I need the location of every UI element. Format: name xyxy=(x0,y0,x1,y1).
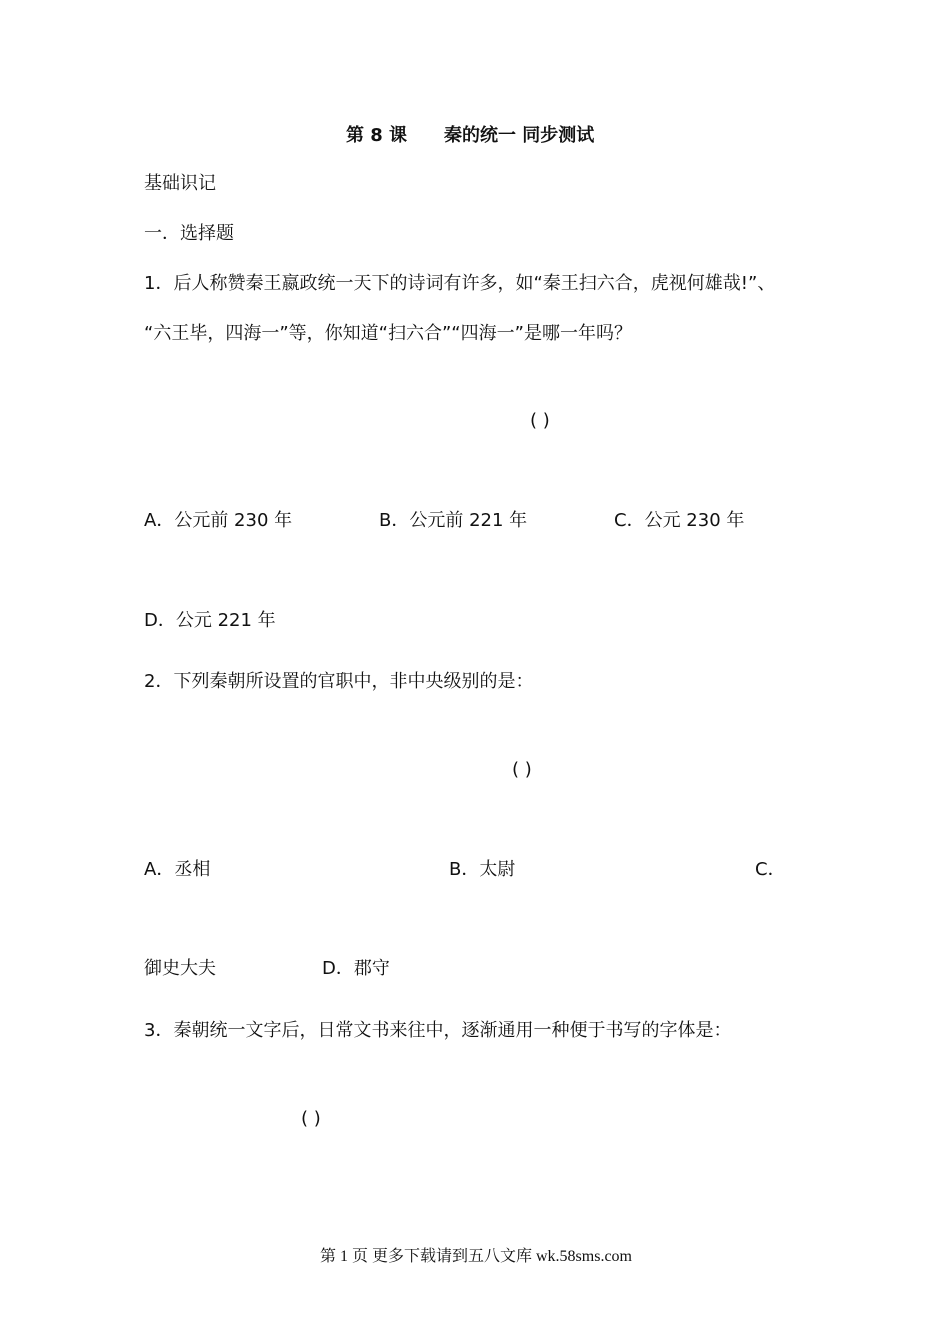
question-1-stem-line2: “六王毕，四海一”等，你知道“扫六合”“四海一”是哪一年吗？ xyxy=(144,323,632,344)
question-2-answer-blank: ( ) xyxy=(512,759,532,780)
question-1-answer-blank: ( ) xyxy=(530,410,550,431)
page-title: 秦的统一 同步测试 xyxy=(444,125,595,146)
question-3-answer-blank: ( ) xyxy=(301,1108,321,1129)
question-2-option-c-text: 御史大夫 xyxy=(144,958,216,979)
section-heading: 基础识记 xyxy=(144,173,216,194)
question-2-option-b: B．太尉 xyxy=(449,859,516,880)
question-1-option-b: B．公元前 221 年 xyxy=(379,510,528,531)
question-1-option-d: D．公元 221 年 xyxy=(144,610,276,631)
question-2-option-c-label: C． xyxy=(755,859,786,880)
part-heading: 一．选择题 xyxy=(144,223,234,244)
page-footer: 第 1 页 更多下载请到五八文库 wk.58sms.com xyxy=(320,1248,633,1265)
lesson-number: 第 8 课 xyxy=(346,125,408,146)
question-2-option-d: D．郡守 xyxy=(322,958,390,979)
question-1-option-c: C．公元 230 年 xyxy=(614,510,745,531)
question-2-option-a: A．丞相 xyxy=(144,859,211,880)
question-1-stem-line1: 1．后人称赞秦王嬴政统一天下的诗词有许多，如“秦王扫六合，虎视何雄哉!”、 xyxy=(144,273,776,294)
question-3-stem: 3．秦朝统一文字后，日常文书来往中，逐渐通用一种便于书写的字体是： xyxy=(144,1020,732,1041)
question-1-option-a: A．公元前 230 年 xyxy=(144,510,293,531)
question-2-stem: 2．下列秦朝所设置的官职中，非中央级别的是： xyxy=(144,671,534,692)
